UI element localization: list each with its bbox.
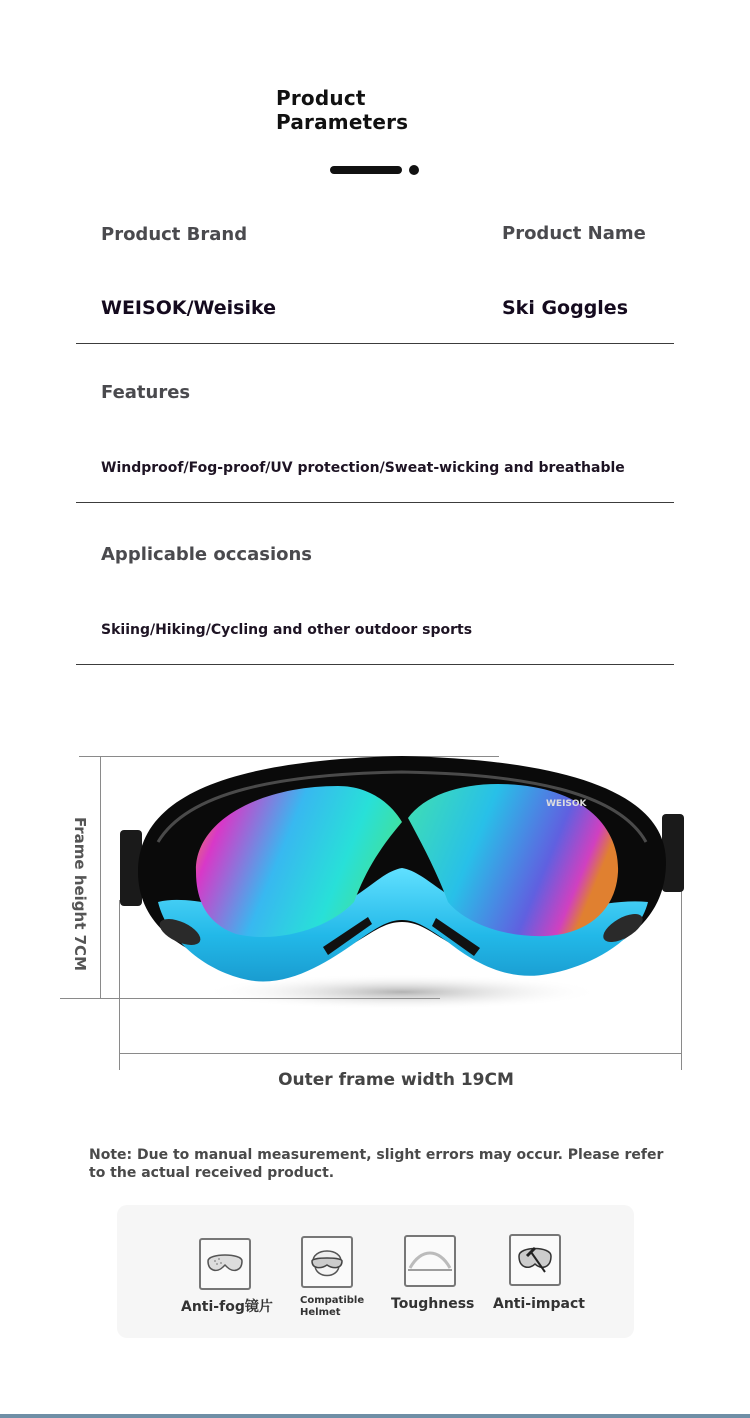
brand-value: WEISOK/Weisike [101, 297, 277, 319]
ski-goggles-image [118, 752, 686, 1012]
divider [76, 343, 674, 344]
occasions-value: Skiing/Hiking/Cycling and other outdoor sports [101, 622, 473, 638]
title-decoration-bar [330, 166, 402, 174]
frame-height-label: Frame height 7CM [71, 816, 89, 971]
anti-fog-goggle-icon [199, 1238, 251, 1290]
flex-arc-icon [404, 1235, 456, 1287]
features-label: Features [101, 382, 191, 403]
helmet-icon [301, 1236, 353, 1288]
divider [76, 502, 674, 503]
title-line-1: Product [276, 86, 366, 110]
measurement-note: Note: Due to manual measurement, slight errors may occur. Please refer to the actual received product. [89, 1147, 664, 1181]
title-decoration-dot [409, 165, 419, 175]
feature-label-toughness: Toughness [391, 1296, 475, 1312]
page-title [276, 86, 408, 134]
feature-label-anti-fog: Anti-fog镜片 [181, 1299, 273, 1315]
name-label: Product Name [502, 223, 646, 244]
outer-width-label: Outer frame width 19CM [278, 1070, 514, 1090]
dimension-width-line [119, 1053, 682, 1054]
feature-label-helmet: Compatible Helmet [300, 1295, 365, 1318]
occasions-label: Applicable occasions [101, 544, 313, 565]
dimension-height-line [100, 756, 101, 999]
brand-label: Product Brand [101, 224, 248, 245]
features-value: Windproof/Fog-proof/UV protection/Sweat-wicking and breathable [101, 460, 625, 476]
feature-label-anti-impact: Anti-impact [493, 1296, 585, 1312]
bottom-border [0, 1414, 750, 1418]
title-line-2: Parameters [276, 110, 409, 134]
name-value: Ski Goggles [502, 297, 629, 319]
divider [76, 664, 674, 665]
lens-brand-mark: WEISOK [546, 799, 587, 809]
hammer-lens-icon [509, 1234, 561, 1286]
